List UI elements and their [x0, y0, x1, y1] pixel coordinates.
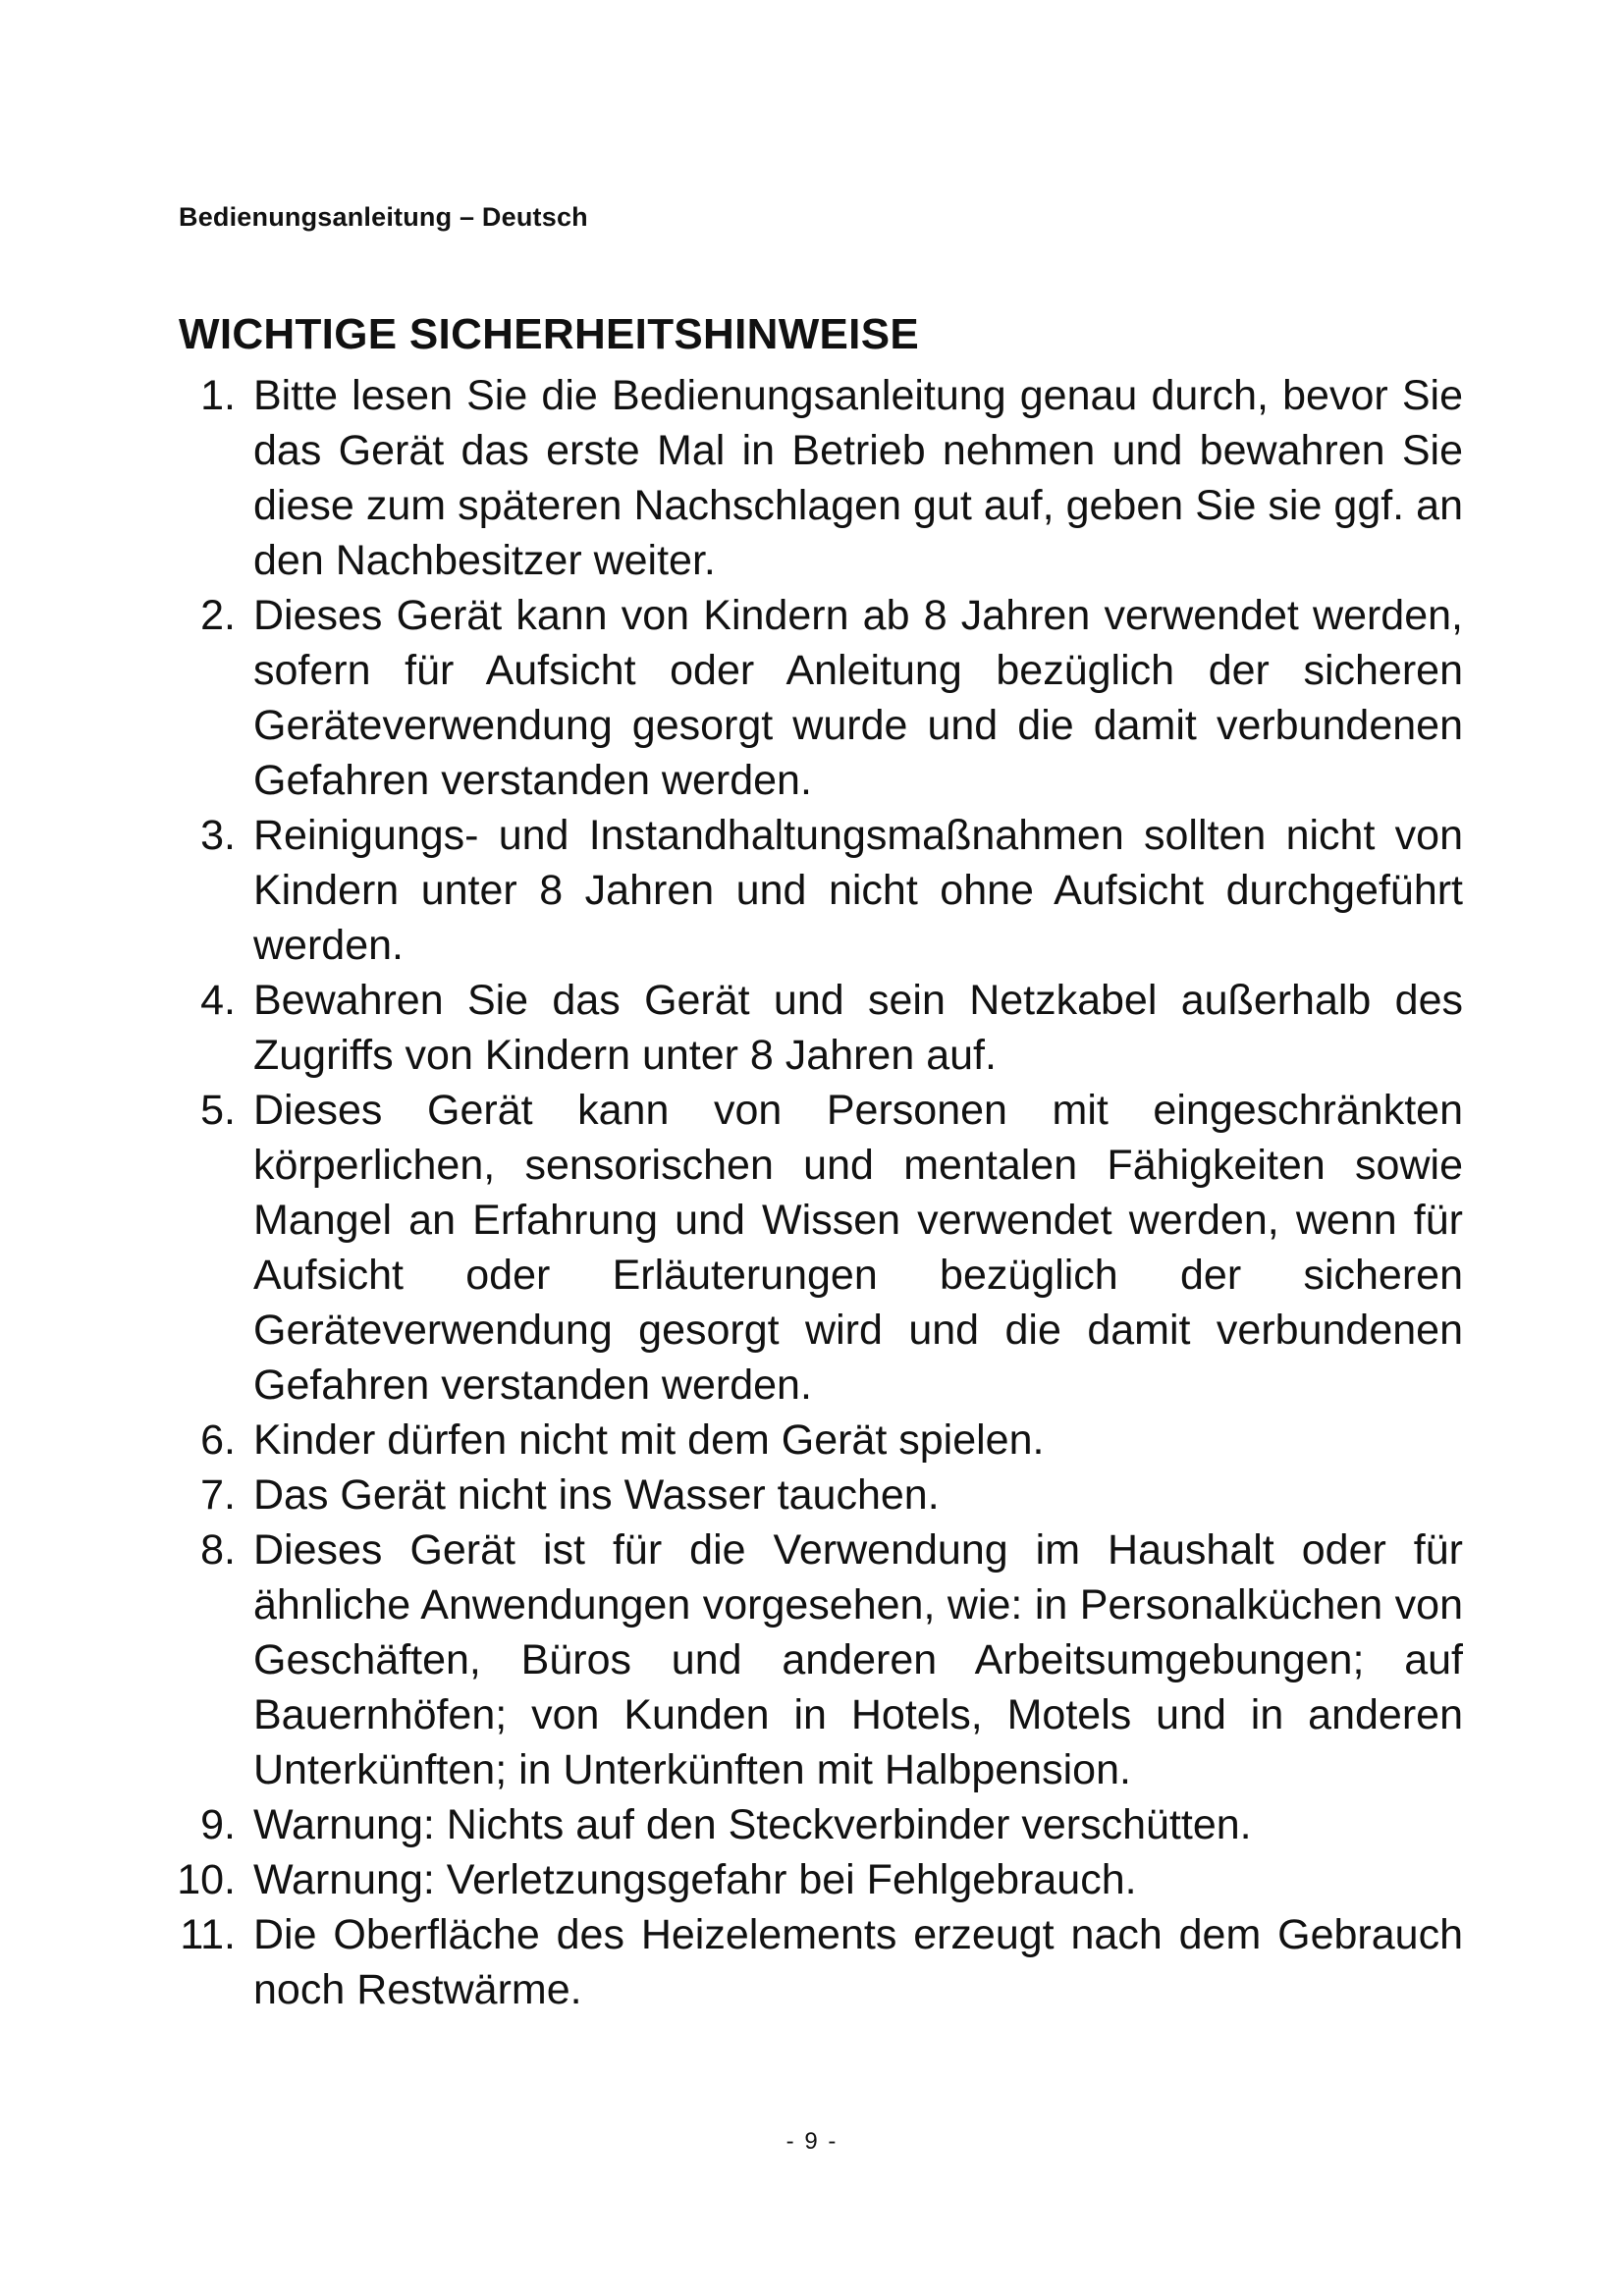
safety-instructions-list [147, 368, 1463, 2017]
item-text: Dieses Gerät ist für die Verwendung im Haushalt oder für ähnliche Anwendungen vorgesehen, wie: in Personalküchen von Geschäften, Büros und anderen Arbeitsumgebungen; auf Bauernhöfen; von Kunden in Hotels, Motels und in anderen Unterkünften; in Unterkünften mit Halbpension. [253, 1526, 1463, 1793]
item-number: 7. [200, 1471, 236, 1519]
list-item [147, 1468, 1463, 1522]
item-number: 1. [200, 372, 236, 419]
running-header: Bedienungsanleitung – Deutsch [179, 202, 588, 232]
page-number: - 9 - [785, 2128, 839, 2155]
item-text: Reinigungs- und Instandhaltungsmaßnahmen sollten nicht von Kindern unter 8 Jahren und nicht ohne Aufsicht durchgeführt werden. [253, 812, 1463, 969]
list-item [147, 973, 1463, 1083]
list-item [147, 1522, 1463, 1797]
item-text: Dieses Gerät kann von Personen mit eingeschränkten körperlichen, sensorischen und mentalen Fähigkeiten sowie Mangel an Erfahrung und Wissen verwendet werden, wenn für Aufsicht oder Erläuterungen bezüglich der sicheren Geräteverwendung gesorgt wird und die damit verbundenen Gefahren verstanden werden. [253, 1087, 1463, 1409]
item-number: 3. [200, 812, 236, 859]
list-item [147, 1413, 1463, 1468]
list-item [147, 588, 1463, 808]
list-item [147, 368, 1463, 588]
item-number: 5. [200, 1087, 236, 1134]
item-text: Dieses Gerät kann von Kindern ab 8 Jahren verwendet werden, sofern für Aufsicht oder Anleitung bezüglich der sicheren Geräteverwendung gesorgt wurde und die damit verbundenen Gefahren verstanden werden. [253, 592, 1463, 804]
item-text: Warnung: Nichts auf den Steckverbinder verschütten. [253, 1801, 1252, 1848]
item-text: Bewahren Sie das Gerät und sein Netzkabel außerhalb des Zugriffs von Kindern unter 8 Jahren auf. [253, 977, 1463, 1079]
item-number: 11. [180, 1911, 236, 1958]
item-text: Die Oberfläche des Heizelements erzeugt nach dem Gebrauch noch Restwärme. [253, 1911, 1463, 2013]
item-number: 9. [200, 1801, 236, 1848]
list-item [147, 1907, 1463, 2017]
item-number: 6. [200, 1416, 236, 1464]
item-number: 4. [200, 977, 236, 1024]
item-text: Kinder dürfen nicht mit dem Gerät spielen. [253, 1416, 1045, 1464]
list-item [147, 808, 1463, 973]
item-text: Warnung: Verletzungsgefahr bei Fehlgebrauch. [253, 1856, 1137, 1903]
list-item [147, 1852, 1463, 1907]
item-number: 10. [177, 1856, 236, 1903]
list-item [147, 1797, 1463, 1852]
item-text: Das Gerät nicht ins Wasser tauchen. [253, 1471, 940, 1519]
item-number: 8. [200, 1526, 236, 1574]
item-text: Bitte lesen Sie die Bedienungsanleitung genau durch, bevor Sie das Gerät das erste Mal in Betrieb nehmen und bewahren Sie diese zum späteren Nachschlagen gut auf, geben Sie sie ggf. an den Nachbesitzer weiter. [253, 372, 1463, 584]
item-number: 2. [200, 592, 236, 639]
list-item [147, 1083, 1463, 1413]
section-title: WICHTIGE SICHERHEITSHINWEISE [179, 310, 919, 358]
